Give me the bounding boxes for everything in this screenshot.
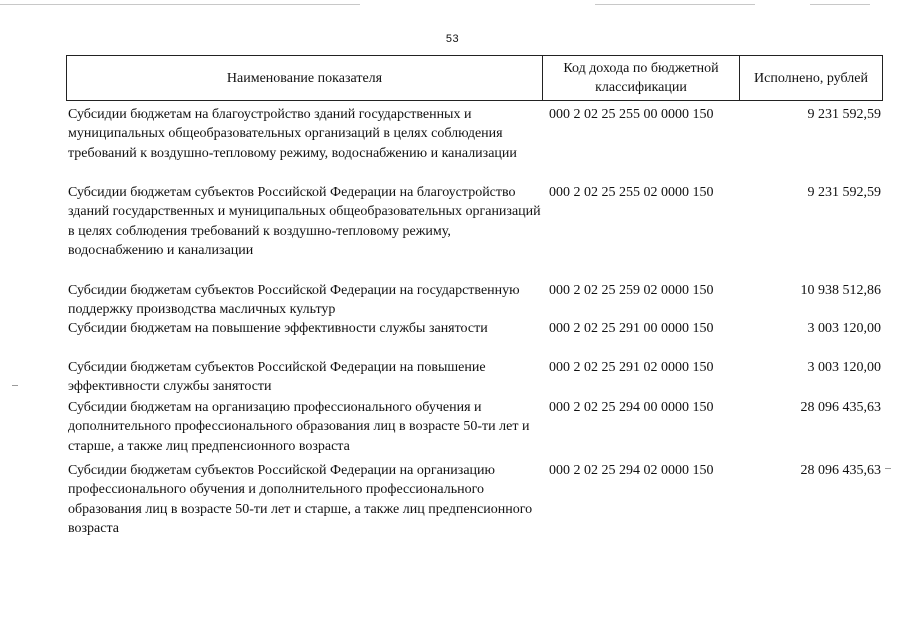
row-executed: 9 231 592,59 bbox=[807, 107, 881, 122]
row-name: Субсидии бюджетам субъектов Российской Федерации на государственную поддержку производства масличных культур bbox=[68, 283, 520, 318]
row-executed: 28 096 435,63 bbox=[800, 400, 881, 415]
column-header-executed: Исполнено, рублей bbox=[754, 70, 868, 86]
row-executed: 3 003 120,00 bbox=[807, 360, 881, 375]
row-executed: 9 231 592,59 bbox=[807, 185, 881, 200]
column-header-name: Наименование показателя bbox=[67, 56, 543, 100]
row-name: Субсидии бюджетам субъектов Российской Федерации на организацию профессионального обучения и дополнительного профессионального образования лиц в возрасте 50-ти лет и старше, а также лиц предпенсионного возраста bbox=[68, 463, 533, 537]
row-code: 000 2 02 25 294 00 0000 150 bbox=[549, 400, 714, 415]
row-executed: 28 096 435,63 bbox=[800, 463, 881, 478]
scan-edge-line bbox=[0, 4, 360, 5]
row-name: Субсидии бюджетам субъектов Российской Федерации на благоустройство зданий государственных и муниципальных общеобразовательных организаций в целях соблюдения требований к воздушно-тепловому режиму, водоснабжению и канализации bbox=[68, 185, 541, 259]
row-name: Субсидии бюджетам на благоустройство зданий государственных и муниципальных общеобразовательных организаций в целях соблюдения требований к воздушно-тепловому режиму, водоснабжению и канализации bbox=[68, 107, 517, 161]
row-executed: 3 003 120,00 bbox=[807, 321, 881, 336]
row-code: 000 2 02 25 255 02 0000 150 bbox=[549, 185, 714, 200]
scan-edge-line bbox=[595, 4, 755, 5]
column-header-code: Код дохода по бюджетной классификации bbox=[543, 56, 740, 100]
page-number: 53 bbox=[445, 33, 460, 45]
row-code: 000 2 02 25 291 02 0000 150 bbox=[549, 360, 714, 375]
row-code: 000 2 02 25 294 02 0000 150 bbox=[549, 463, 714, 478]
row-code: 000 2 02 25 291 00 0000 150 bbox=[549, 321, 714, 336]
row-executed: 10 938 512,86 bbox=[800, 283, 881, 298]
scan-mark bbox=[885, 468, 891, 469]
row-name: Субсидии бюджетам на организацию профессионального обучения и дополнительного профессионального образования лиц в возрасте 50-ти лет и старше, а также лиц предпенсионного возраста bbox=[68, 400, 530, 454]
row-code: 000 2 02 25 259 02 0000 150 bbox=[549, 283, 714, 298]
row-code: 000 2 02 25 255 00 0000 150 bbox=[549, 107, 714, 122]
row-name: Субсидии бюджетам на повышение эффективности службы занятости bbox=[68, 321, 488, 336]
table-header bbox=[66, 55, 883, 101]
row-name: Субсидии бюджетам субъектов Российской Федерации на повышение эффективности службы занятости bbox=[68, 360, 486, 395]
scan-mark bbox=[12, 385, 18, 386]
scan-edge-line bbox=[810, 4, 870, 5]
